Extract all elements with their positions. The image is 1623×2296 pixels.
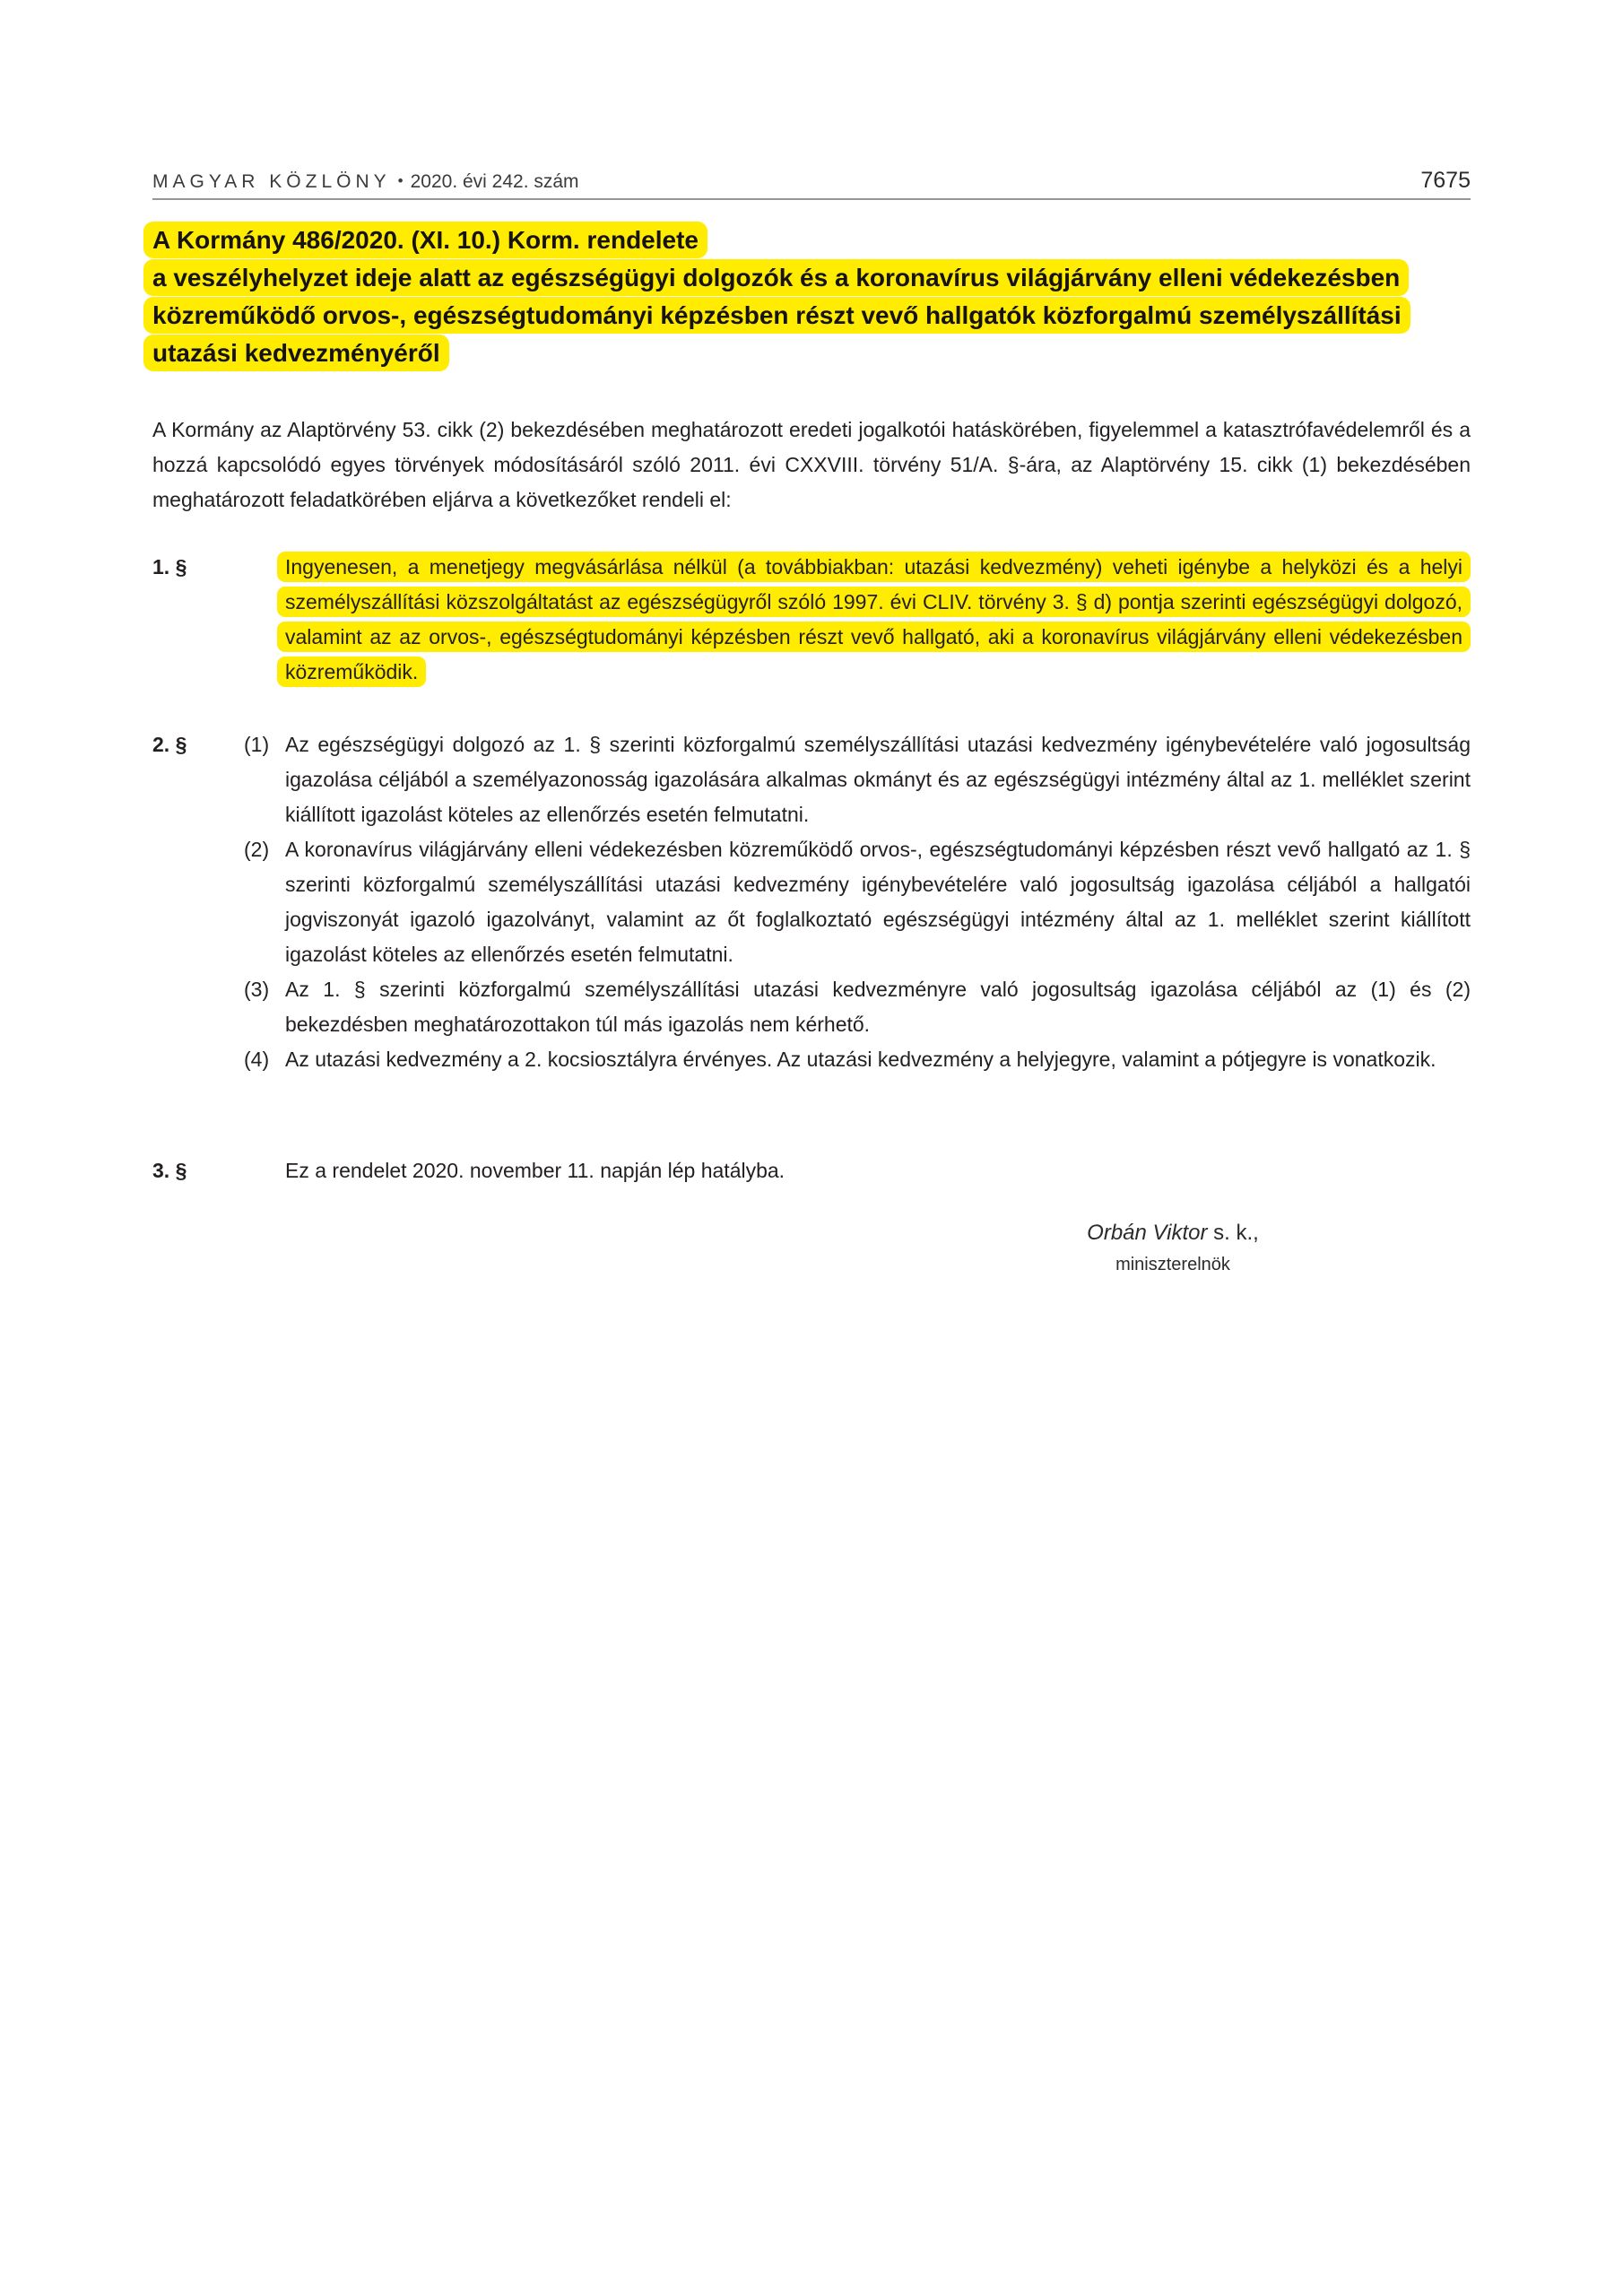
section-2-label: 2. § [152,733,187,756]
section-1 [152,550,1471,690]
section-2 [152,727,1471,1077]
subsection-4-text: Az utazási kedvezmény a 2. kocsiosztályra érvényes. Az utazási kedvezmény a helyjegyre, valamint a pótjegyre is vonatkozik. [285,1048,1436,1071]
title-line1-highlight: A Kormány 486/2020. (XI. 10.) Korm. rendelete [143,222,707,258]
signatory-role: miniszterelnök [1115,1255,1230,1274]
section-3 [152,1153,1471,1188]
page-number: 7675 [1420,168,1471,193]
subsection-3 [244,972,1471,1042]
subsection-2 [244,832,1471,972]
signatory-name: Orbán Viktor [1087,1221,1208,1245]
journal-header [152,163,579,199]
subsection-2-number: (2) [244,838,270,861]
subsection-4 [244,1042,1471,1077]
subsection-3-number: (3) [244,978,270,1001]
subsection-1 [244,727,1471,832]
signature-name-line [940,1215,1406,1251]
decree-title-line1 [143,222,1488,259]
signature-suffix: s. k., [1213,1221,1259,1245]
section-3-label: 3. § [152,1159,187,1182]
decree-title [152,222,1488,372]
header-separator-dot: • [397,172,404,189]
subsection-1-text: Az egészségügyi dolgozó az 1. § szerinti közforgalmú személyszállítási utazási kedvezmény igénybevételére való jogosultság igazolása céljából a személyazonosság igazolására alkalmas okmányt és az egészségügyi intézmény által az 1. melléklet szerint kiállított igazolást köteles az ellenőrzés esetén felmutatni. [285,733,1471,826]
decree-title-subtitle [143,259,1488,372]
subsection-4-number: (4) [244,1048,270,1071]
title-subtitle-highlight: a veszélyhelyzet ideje alatt az egészségügyi dolgozók és a koronavírus világjárvány elleni védekezésben közreműködő orvos-, egészségtudományi képzésben részt vevő hallgatók közforgalmú személyszállítási utazási kedvezményéről [143,259,1410,371]
section-1-text [277,550,1471,690]
decree-preamble: A Kormány az Alaptörvény 53. cikk (2) bekezdésében meghatározott eredeti jogalkotói hatáskörében, figyelemmel a katasztrófavédelemről és a hozzá kapcsolódó egyes törvények módosításáról szóló 2011. évi CXXVIII. törvény 51/A. §-ára, az Alaptörvény 15. cikk (1) bekezdésében meghatározott feladatkörében eljárva a következőket rendeli el: [152,418,1471,511]
section-1-highlight: Ingyenesen, a menetjegy megvásárlása nélkül (a továbbiakban: utazási kedvezmény) veheti igénybe a helyközi és a helyi személyszállítási közszolgáltatást az egészségügyről szóló 1997. évi CLIV. törvény 3. § d) pontja szerinti egészségügyi dolgozó, valamint az az orvos-, egészségtudományi képzésben részt vevő hallgató, aki a koronavírus világjárvány elleni védekezésben közreműködik. [277,552,1471,687]
header-rule [152,198,1471,200]
subsection-1-number: (1) [244,733,270,756]
section-1-label: 1. § [152,555,187,578]
page-header [152,163,1471,199]
subsection-3-text: Az 1. § szerinti közforgalmú személyszállítási utazási kedvezményre való jogosultság igazolása céljából az (1) és (2) bekezdésben meghatározottakon túl más igazolás nem kérhető. [285,978,1471,1036]
journal-name: MAGYAR KÖZLÖNY [152,171,391,192]
issue-label: 2020. évi 242. szám [410,171,579,192]
signature-block [940,1215,1406,1278]
section-3-text: Ez a rendelet 2020. november 11. napján lép hatályba. [285,1159,785,1182]
section-2-subsections [244,727,1471,1077]
subsection-2-text: A koronavírus világjárvány elleni védekezésben közreműködő orvos-, egészségtudományi képzésben részt vevő hallgató az 1. § szerinti közforgalmú személyszállítási utazási kedvezmény igénybevételére való jogosultság igazolása céljából a hallgatói jogviszonyát igazoló igazolványt, valamint az őt foglalkoztató egészségügyi intézmény által az 1. melléklet szerint kiállított igazolást köteles az ellenőrzés esetén felmutatni. [285,838,1471,966]
